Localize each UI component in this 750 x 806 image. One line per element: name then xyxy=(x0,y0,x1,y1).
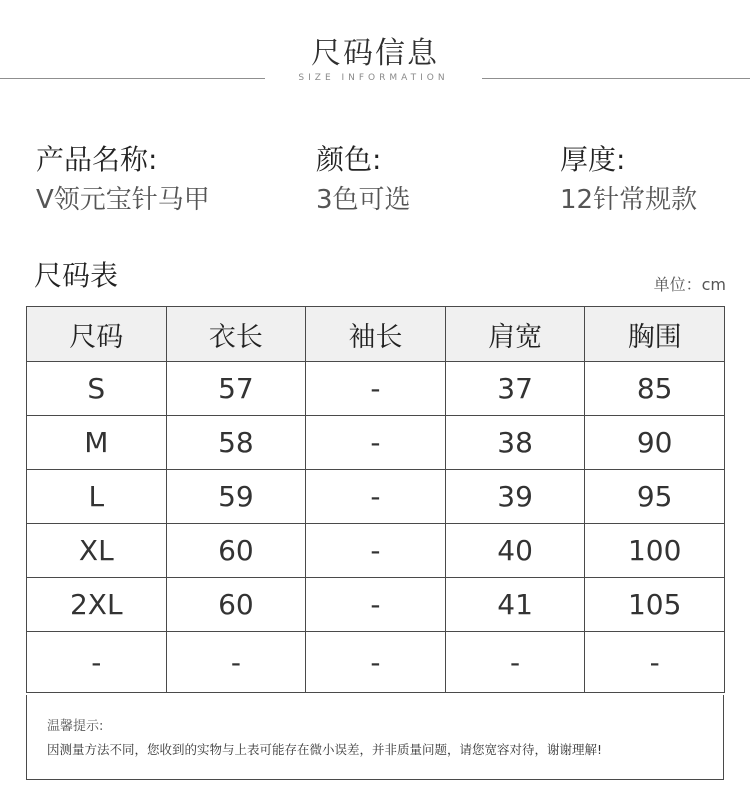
table-cell: 39 xyxy=(445,470,585,524)
table-row xyxy=(27,362,725,416)
table-cell: - xyxy=(585,632,725,693)
size-table-title: 尺码表 xyxy=(34,259,119,292)
page-subtitle: SIZE INFORMATION xyxy=(298,73,449,83)
thickness-label: 厚度: xyxy=(560,143,626,176)
product-name-block xyxy=(36,142,210,218)
table-cell: 38 xyxy=(445,416,585,470)
header-divider-left xyxy=(0,78,265,79)
table-cell: S xyxy=(27,362,167,416)
table-cell: 100 xyxy=(585,524,725,578)
table-row xyxy=(27,632,725,693)
table-cell: - xyxy=(306,524,446,578)
color-label: 颜色: xyxy=(316,143,382,176)
thickness-value: 12针常规款 xyxy=(560,185,698,215)
table-cell: 58 xyxy=(166,416,306,470)
column-header-shoulder: 肩宽 xyxy=(445,307,585,362)
table-cell: M xyxy=(27,416,167,470)
thickness-block xyxy=(560,142,697,218)
table-cell: - xyxy=(306,470,446,524)
color-block xyxy=(316,142,411,218)
table-cell: - xyxy=(306,416,446,470)
table-cell: 85 xyxy=(585,362,725,416)
table-cell: 60 xyxy=(166,578,306,632)
column-header-chest: 胸围 xyxy=(585,307,725,362)
table-cell: 60 xyxy=(166,524,306,578)
table-header-row xyxy=(27,307,725,362)
table-cell: L xyxy=(27,470,167,524)
table-cell: 40 xyxy=(445,524,585,578)
product-name-label: 产品名称: xyxy=(36,143,158,176)
column-header-size: 尺码 xyxy=(27,307,167,362)
table-cell: - xyxy=(166,632,306,693)
notice-box xyxy=(26,695,724,780)
table-cell: - xyxy=(306,362,446,416)
table-cell: 90 xyxy=(585,416,725,470)
table-cell: - xyxy=(306,578,446,632)
table-cell: 37 xyxy=(445,362,585,416)
column-header-sleeve: 袖长 xyxy=(306,307,446,362)
table-cell: - xyxy=(306,632,446,693)
header-divider-right xyxy=(482,78,750,79)
size-table xyxy=(26,306,725,693)
table-cell: 105 xyxy=(585,578,725,632)
size-table-unit: 单位：cm xyxy=(653,275,726,294)
page-title: 尺码信息 xyxy=(311,36,439,71)
table-row xyxy=(27,470,725,524)
color-value: 3色可选 xyxy=(316,185,411,215)
table-cell: 41 xyxy=(445,578,585,632)
table-cell: 57 xyxy=(166,362,306,416)
notice-text: 因测量方法不同，您收到的实物与上表可能存在微小误差，并非质量问题，请您宽容对待，谢谢理解! xyxy=(47,742,603,757)
notice-title: 温馨提示: xyxy=(47,719,104,734)
table-row xyxy=(27,416,725,470)
table-cell: 2XL xyxy=(27,578,167,632)
table-cell: - xyxy=(445,632,585,693)
product-name-value: V领元宝针马甲 xyxy=(36,185,210,215)
table-cell: 95 xyxy=(585,470,725,524)
table-cell: - xyxy=(27,632,167,693)
table-cell: 59 xyxy=(166,470,306,524)
table-cell: XL xyxy=(27,524,167,578)
table-row xyxy=(27,524,725,578)
table-row xyxy=(27,578,725,632)
column-header-length: 衣长 xyxy=(166,307,306,362)
